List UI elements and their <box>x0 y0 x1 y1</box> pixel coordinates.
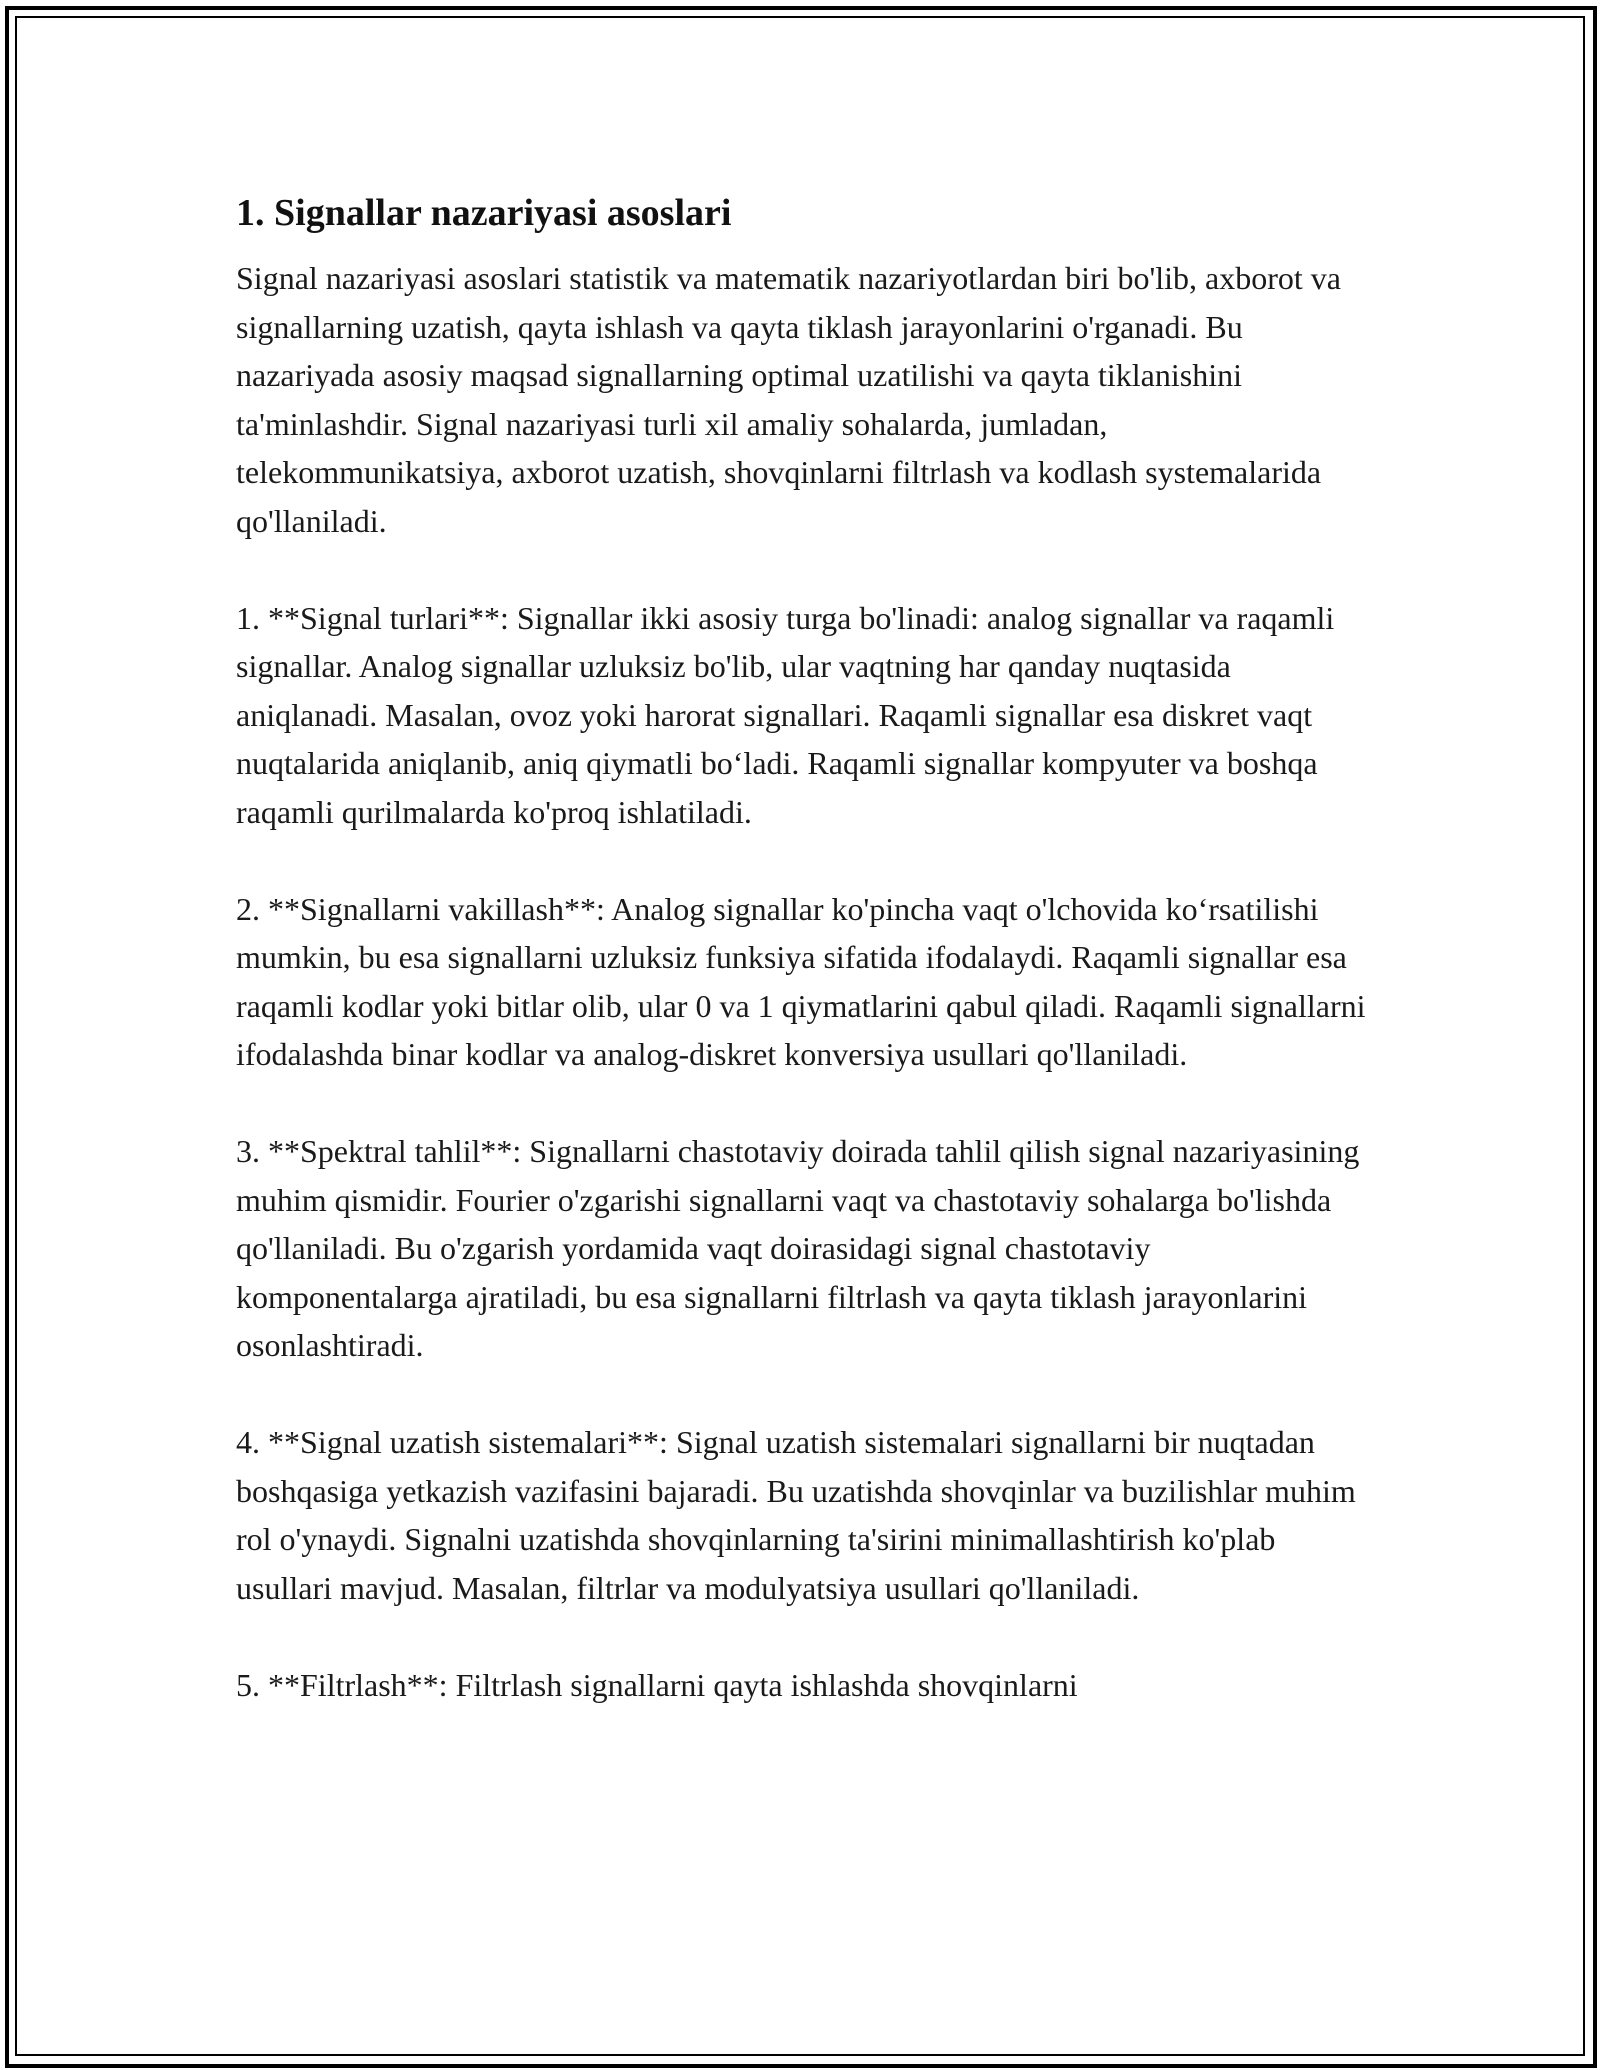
page-title: 1. Signallar nazariyasi asoslari <box>236 192 732 234</box>
paragraph-spectral-analysis: 3. **Spektral tahlil**: Signallarni chastotaviy doirada tahlil qilish signal nazariyasining muhim qismidir. Fourier o'zgarishi signallarni vaqt va chastotaviy sohalarga bo'lishda qo'llaniladi. Bu o'zgarish yordamida vaqt doirasidagi signal chastotaviy komponentalarga ajratiladi, bu esa signallarni filtrlash va qayta tiklash jarayonlarini osonlashtiradi. <box>236 1133 1360 1363</box>
document-page <box>236 184 1366 1758</box>
paragraph-signal-representation: 2. **Signallarni vakillash**: Analog signallar ko'pincha vaqt o'lchovida ko‘rsatilishi mumkin, bu esa signallarni uzluksiz funksiya sifatida ifodalaydi. Raqamli signallar esa raqamli kodlar yoki bitlar olib, ular 0 va 1 qiymatlarini qabul qiladi. Raqamli signallarni ifodalashda binar kodlar va analog-diskret konversiya usullari qo'llaniladi. <box>236 890 1366 1072</box>
paragraph-filtering: 5. **Filtrlash**: Filtrlash signallarni qayta ishlashda shovqinlarni <box>236 1666 1078 1703</box>
paragraph-signal-types: 1. **Signal turlari**: Signallar ikki asosiy turga bo'linadi: analog signallar va raqamli signallar. Analog signallar uzluksiz bo'lib, ular vaqtning har qanday nuqtasida aniqlanadi. Masalan, ovoz yoki harorat signallari. Raqamli signallar esa diskret vaqt nuqtalarida aniqlanib, aniq qiymatli bo‘ladi. Raqamli signallar kompyuter va boshqa raqamli qurilmalarda ko'proq ishlatiladi. <box>236 599 1335 830</box>
paragraph-transmission-systems: 4. **Signal uzatish sistemalari**: Signal uzatish sistemalari signallarni bir nuqtadan boshqasiga yetkazish vazifasini bajaradi. Bu uzatishda shovqinlar va buzilishlar muhim rol o'ynaydi. Signalni uzatishda shovqinlarning ta'sirini minimallashtirish ko'plab usullari mavjud. Masalan, filtrlar va modulyatsiya usullari qo'llaniladi. <box>236 1424 1356 1606</box>
intro-paragraph: Signal nazariyasi asoslari statistik va matematik nazariyotlardan biri bo'lib, axborot va signallarning uzatish, qayta ishlash va qayta tiklash jarayonlarini o'rganadi. Bu nazariyada asosiy maqsad signallarning optimal uzatilishi va qayta tiklanishini ta'minlashdir. Signal nazariyasi turli xil amaliy sohalarda, jumladan, telekommunikatsiya, axborot uzatish, shovqinlarni filtrlash va kodlash systemalarida qo'llaniladi. <box>236 260 1341 539</box>
